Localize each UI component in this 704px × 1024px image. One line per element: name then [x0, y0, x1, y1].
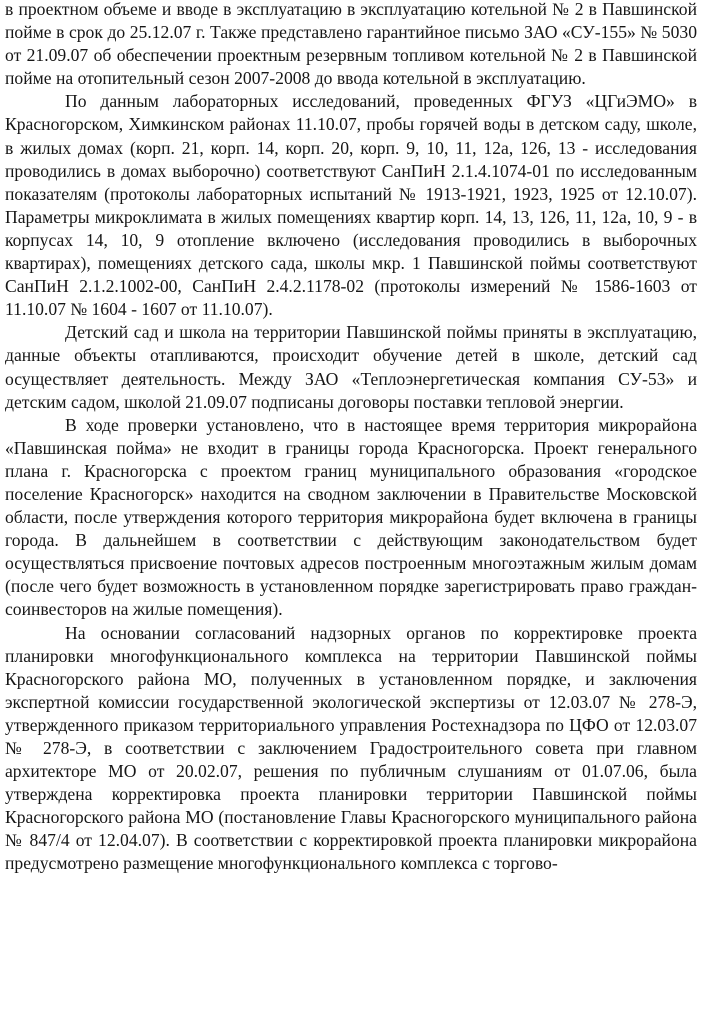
- paragraph-2: По данным лабораторных исследований, проведенных ФГУЗ «ЦГиЭМО» в Красногорском, Химкинском районах 11.10.07, пробы горячей воды в детском саду, школе, в жилых домах (корп. 21, корп. 14, корп. 20, корп. 9, 10, 11, 12а, 126, 13 - исследования проводились в домах выборочно) соответствуют СанПиН 2.1.4.1074-01 по исследованным показателям (протоколы лабораторных испытаний № 1913-1921, 1923, 1925 от 12.10.07). Параметры микроклимата в жилых помещениях квартир корп. 14, 13, 126, 11, 12а, 10, 9 - в корпусах 14, 10, 9 отопление включено (исследования проводились в выборочных квартирах), помещениях детского сада, школы мкр. 1 Павшинской поймы соответствуют СанПиН 2.1.2.1002-00, СанПиН 2.4.2.1178-02 (протоколы измерений № 1586-1603 от 11.10.07 № 1604 - 1607 от 11.10.07).: [5, 91, 697, 320]
- document-page: [5, 0, 697, 876]
- paragraph-4: В ходе проверки установлено, что в настоящее время территория микрорайона «Павшинская пойма» не входит в границы города Красногорска. Проект генерального плана г. Красногорска с проектом границ муниципального образования «городское поселение Красногорск» находится на сводном заключении в Правительстве Московской области, после утверждения которого территория микрорайона будет включена в границы города. В дальнейшем в соответствии с действующим законодательством будет осуществляться присвоение почтовых адресов построенным многоэтажным жилым домам (после чего будет возможность в установленном порядке зарегистрировать право граждан-соинвесторов на жилые помещения).: [5, 414, 697, 620]
- paragraph-3: Детский сад и школа на территории Павшинской поймы приняты в эксплуатацию, данные объекты отапливаются, происходит обучение детей в школе, детский сад осуществляет деятельность. Между ЗАО «Теплоэнергетическая компания СУ-53» и детским садом, школой 21.09.07 подписаны договоры поставки тепловой энергии.: [5, 322, 697, 412]
- paragraph-5: На основании согласований надзорных органов по корректировке проекта планировки многофункционального комплекса на территории Павшинской поймы Красногорского района МО, полученных в установленном порядке, и заключения экспертной комиссии государственной экологической экспертизы от 12.03.07 № 278-Э, утвержденного приказом территориального управления Ростехнадзора по ЦФО от 12.03.07 № 278-Э, в соответствии с заключением Градостроительного совета при главном архитекторе МО от 20.02.07, решения по публичным слушаниям от 01.07.06, была утверждена корректировка проекта планировки территории Павшинской поймы Красногорского района МО (постановление Главы Красногорского муниципального района № 847/4 от 12.04.07). В соответствии с корректировкой проекта планировки микрорайона предусмотрено размещение многофункционального комплекса с торгово-: [5, 622, 697, 874]
- paragraph-1: в проектном объеме и вводе в эксплуатацию в эксплуатацию котельной № 2 в Павшинской пойме в срок до 25.12.07 г. Также представлено гарантийное письмо ЗАО «СУ-155» № 5030 от 21.09.07 об обеспечении проектным резервным топливом котельной № 2 в Павшинской пойме на отопительный сезон 2007-2008 до ввода котельной в эксплуатацию.: [5, 0, 697, 89]
